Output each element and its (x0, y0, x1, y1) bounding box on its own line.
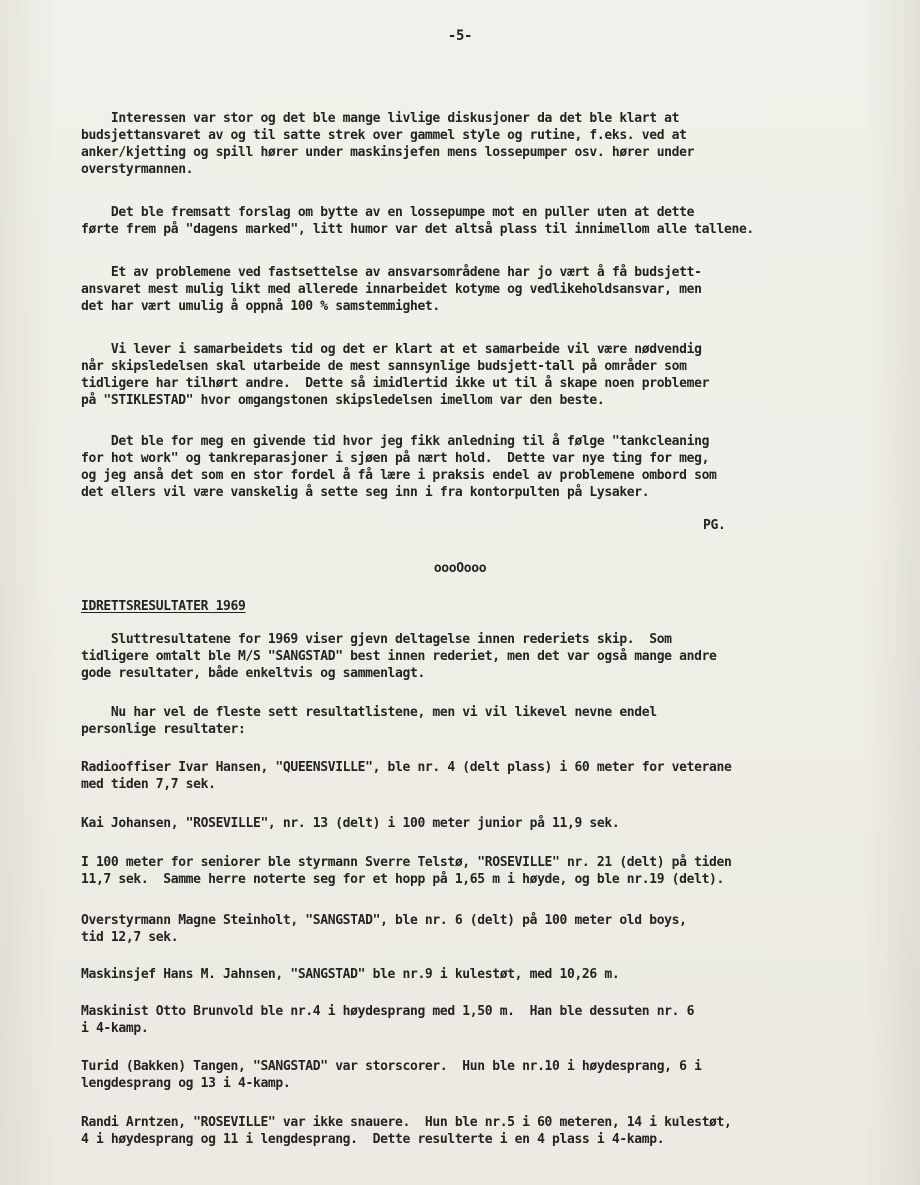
result-turid-tangen: Turid (Bakken) Tangen, "SANGSTAD" var storscorer. Hun ble nr.10 i høydesprang, 6 i lengdesprang og 13 i 4-kamp. (81, 1059, 702, 1091)
paragraph-final-results: Sluttresultatene for 1969 viser gjevn deltagelse innen rederiets skip. Som tidligere omtalt ble M/S "SANGSTAD" best innen rederiet, men det var også mange andre gode resultater, både enkeltvis og sammenlagt. (81, 632, 717, 681)
author-signature: PG. (703, 518, 726, 533)
paragraph-budget-discussions: Interessen var stor og det ble mange livlige diskusjoner da det ble klart at budsjettansvaret av og til satte strek over gammel style og rutine, f.eks. ved at anker/kjetting og spill hører under maskinsjefen mens lossepumper osv. hører under overstyrmannen. (81, 111, 695, 177)
result-ivar-hansen: Radiooffiser Ivar Hansen, "QUEENSVILLE", ble nr. 4 (delt plass) i 60 meter for veterane med tiden 7,7 sek. (81, 760, 732, 792)
result-randi-arntzen: Randi Arntzen, "ROSEVILLE" var ikke snauere. Hun ble nr.5 i 60 meteren, 14 i kulestøt, 4 i høydesprang og 11 i lengdesprang. Dette resulterte i en 4 plass i 4-kamp. (81, 1115, 732, 1147)
paragraph-responsibility-areas: Et av problemene ved fastsettelse av ansvarsområdene har jo vært å få budsjett- ansvaret mest mulig likt med allerede innarbeidet kotyme og vedlikeholdsansvar, men det har vært umulig å oppnå 100 % samstemmighet. (81, 265, 702, 314)
result-hans-jahnsen: Maskinsjef Hans M. Jahnsen, "SANGSTAD" ble nr.9 i kulestøt, med 10,26 m. (81, 967, 620, 982)
result-sverre-telsto: I 100 meter for seniorer ble styrmann Sverre Telstø, "ROSEVILLE" nr. 21 (delt) på tiden 11,7 sek. Samme herre noterte seg for et hopp på 1,65 m i høyde, og ble nr.19 (delt). (81, 855, 732, 887)
result-otto-brunvold: Maskinist Otto Brunvold ble nr.4 i høydesprang med 1,50 m. Han ble dessuten nr. 6 i 4-kamp. (81, 1004, 695, 1036)
paragraph-tankcleaning: Det ble for meg en givende tid hvor jeg fikk anledning til å følge "tankcleaning for hot work" og tankreparasjoner i sjøen på nært hold. Dette var nye ting for meg, og jeg anså det som en stor fordel å få lære i praksis endel av problemene ombord som det ellers vil være vanskelig å sette seg inn i fra kontorpulten på Lysaker. (81, 434, 717, 500)
page-number: -5- (447, 28, 473, 44)
result-kai-johansen: Kai Johansen, "ROSEVILLE", nr. 13 (delt) i 100 meter junior på 11,9 sek. (81, 816, 620, 831)
section-separator: oooOooo (433, 561, 487, 576)
paragraph-personal-results-intro: Nu har vel de fleste sett resultatlistene, men vi vil likevel nevne endel personlige resultater: (81, 705, 657, 737)
paragraph-pump-proposal: Det ble fremsatt forslag om bytte av en lossepumpe mot en puller uten at dette førte frem på "dagens marked", litt humor var det altså plass til innimellom alle tallene. (81, 205, 754, 237)
result-magne-steinholt: Overstyrmann Magne Steinholt, "SANGSTAD", ble nr. 6 (delt) på 100 meter old boys, tid 12,7 sek. (81, 913, 687, 945)
section-heading: IDRETTSRESULTATER 1969 (81, 599, 246, 614)
paragraph-cooperation: Vi lever i samarbeidets tid og det er klart at et samarbeide vil være nødvendig når skipsledelsen skal utarbeide de mest sannsynlige budsjett-tall på områder som tidligere har tilhørt andre. Dette så imidlertid ikke ut til å skape noen problemer på "STIKLESTAD" hvor omgangstonen skipsledelsen imellom var den beste. (81, 342, 710, 408)
